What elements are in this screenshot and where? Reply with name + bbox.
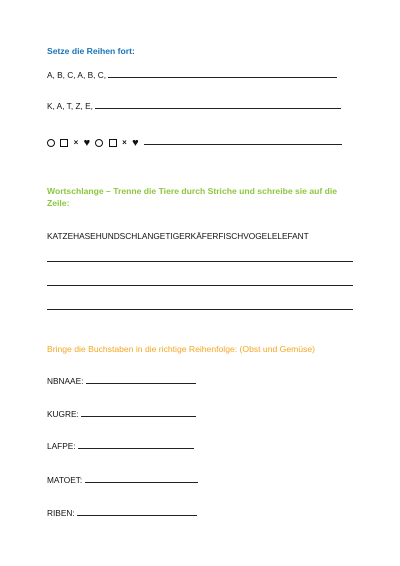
anagram-word: KUGRE: [47,409,79,419]
anagram-answer-blank[interactable] [81,409,196,417]
square-icon [60,139,68,147]
anagram-word: LAFPE: [47,441,76,451]
sequence-row-1-text: A, B, C, A, B, C, [47,70,107,80]
sequence-row-3 [47,137,342,147]
circle-icon [95,139,103,147]
section3-heading: Bringe die Buchstaben in die richtige Reihenfolge: (Obst und Gemüse) [47,344,315,354]
sequence-row-2-blank[interactable] [95,101,341,109]
cross-icon: × [122,137,127,147]
anagram-item-3 [47,441,194,451]
anagram-answer-blank[interactable] [77,508,197,516]
sequence-row-3-blank[interactable] [144,137,342,145]
writing-line-2[interactable] [47,285,353,286]
anagram-word: MATOET: [47,475,83,485]
anagram-answer-blank[interactable] [85,475,198,483]
sequence-row-2-text: K, A, T, Z, E, [47,101,93,111]
cross-icon: × [73,137,79,147]
anagram-word: RIBEN: [47,508,75,518]
anagram-answer-blank[interactable] [78,441,194,449]
anagram-word: NBNAAE: [47,376,84,386]
anagram-item-2 [47,409,196,419]
section1-heading: Setze die Reihen fort: [47,46,135,56]
square-icon [109,139,117,147]
anagram-answer-blank[interactable] [86,376,196,384]
writing-line-3[interactable] [47,309,353,310]
section2-heading: Wortschlange – Trenne die Tiere durch Striche und schreibe sie auf die Zeile: [47,186,338,208]
word-snake: KATZEHASEHUNDSCHLANGETIGERKÄFERFISCHVOGELELEFANT [47,231,309,241]
sequence-row-1 [47,70,337,80]
anagram-item-5 [47,508,197,518]
writing-line-1[interactable] [47,261,353,262]
anagram-item-4 [47,475,198,485]
sequence-row-2 [47,101,341,111]
sequence-row-1-blank[interactable] [108,70,337,78]
anagram-item-1 [47,376,196,386]
heart-icon: ♥ [132,136,139,149]
circle-icon [47,139,55,147]
heart-icon: ♥ [83,136,91,149]
